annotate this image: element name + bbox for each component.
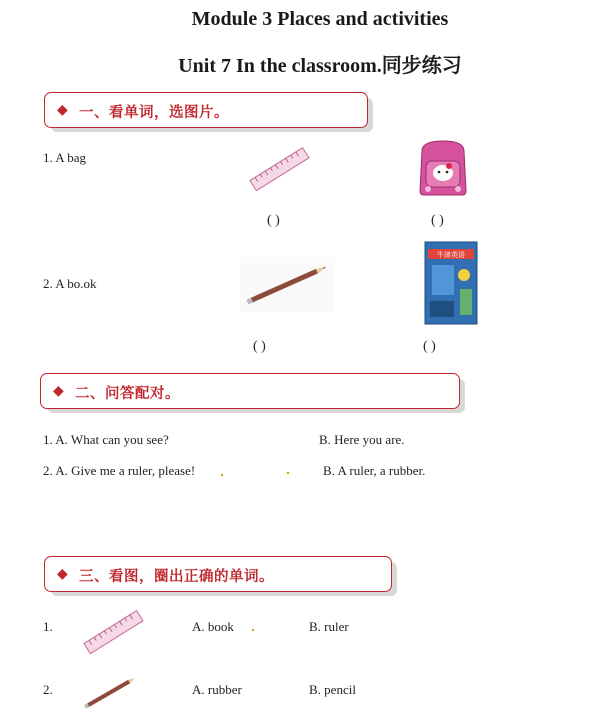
section-2-heading: 二、问答配对。 (75, 385, 180, 402)
section-1-header (44, 92, 368, 128)
answer-paren-2-right[interactable]: ( ) (423, 339, 436, 354)
pencil-picture (240, 257, 335, 312)
diamond-bullet-icon: ◆ (57, 103, 68, 118)
question-2-label: 2. A bo.ok (43, 276, 97, 291)
book-cover-text: 牛津英语 (437, 251, 465, 259)
section-3-heading: 三、看图，圈出正确的单词。 (79, 568, 274, 585)
section-2-header (40, 373, 460, 409)
option-a-book[interactable]: A. book (192, 619, 234, 634)
section-1-heading: 一、看单词，选图片。 (79, 104, 229, 121)
match-row-2-question: 2. A. Give me a ruler, please! (43, 463, 196, 478)
question-1-label: 1. A bag (43, 150, 86, 165)
option-b-pencil[interactable]: B. pencil (309, 682, 356, 697)
answer-paren-1-left[interactable]: ( ) (267, 213, 280, 228)
decorative-dot (252, 629, 254, 631)
ruler-picture (247, 145, 313, 195)
match-row-2-answer: B. A ruler, a rubber. (323, 463, 426, 478)
page-subtitle: Unit 7 In the classroom.同步练习 (178, 55, 462, 77)
match-row-1-answer: B. Here you are. (319, 432, 405, 447)
answer-paren-1-right[interactable]: ( ) (431, 213, 444, 228)
decorative-dot (221, 474, 223, 476)
option-a-rubber[interactable]: A. rubber (192, 682, 242, 697)
answer-paren-2-left[interactable]: ( ) (253, 339, 266, 354)
decorative-dot (287, 472, 289, 474)
ruler-picture (81, 608, 147, 658)
book-picture (424, 241, 478, 325)
match-row-1-question: 1. A. What can you see? (43, 432, 169, 447)
page-title: Module 3 Places and activities (191, 8, 449, 30)
option-b-ruler[interactable]: B. ruler (309, 619, 349, 634)
backpack-picture (412, 137, 474, 199)
diamond-bullet-icon: ◆ (53, 384, 64, 399)
section-3-header (44, 556, 392, 592)
pencil-picture (80, 672, 142, 712)
circle-row-2-number: 2. (43, 682, 53, 697)
circle-row-1-number: 1. (43, 619, 53, 634)
diamond-bullet-icon: ◆ (57, 567, 68, 582)
